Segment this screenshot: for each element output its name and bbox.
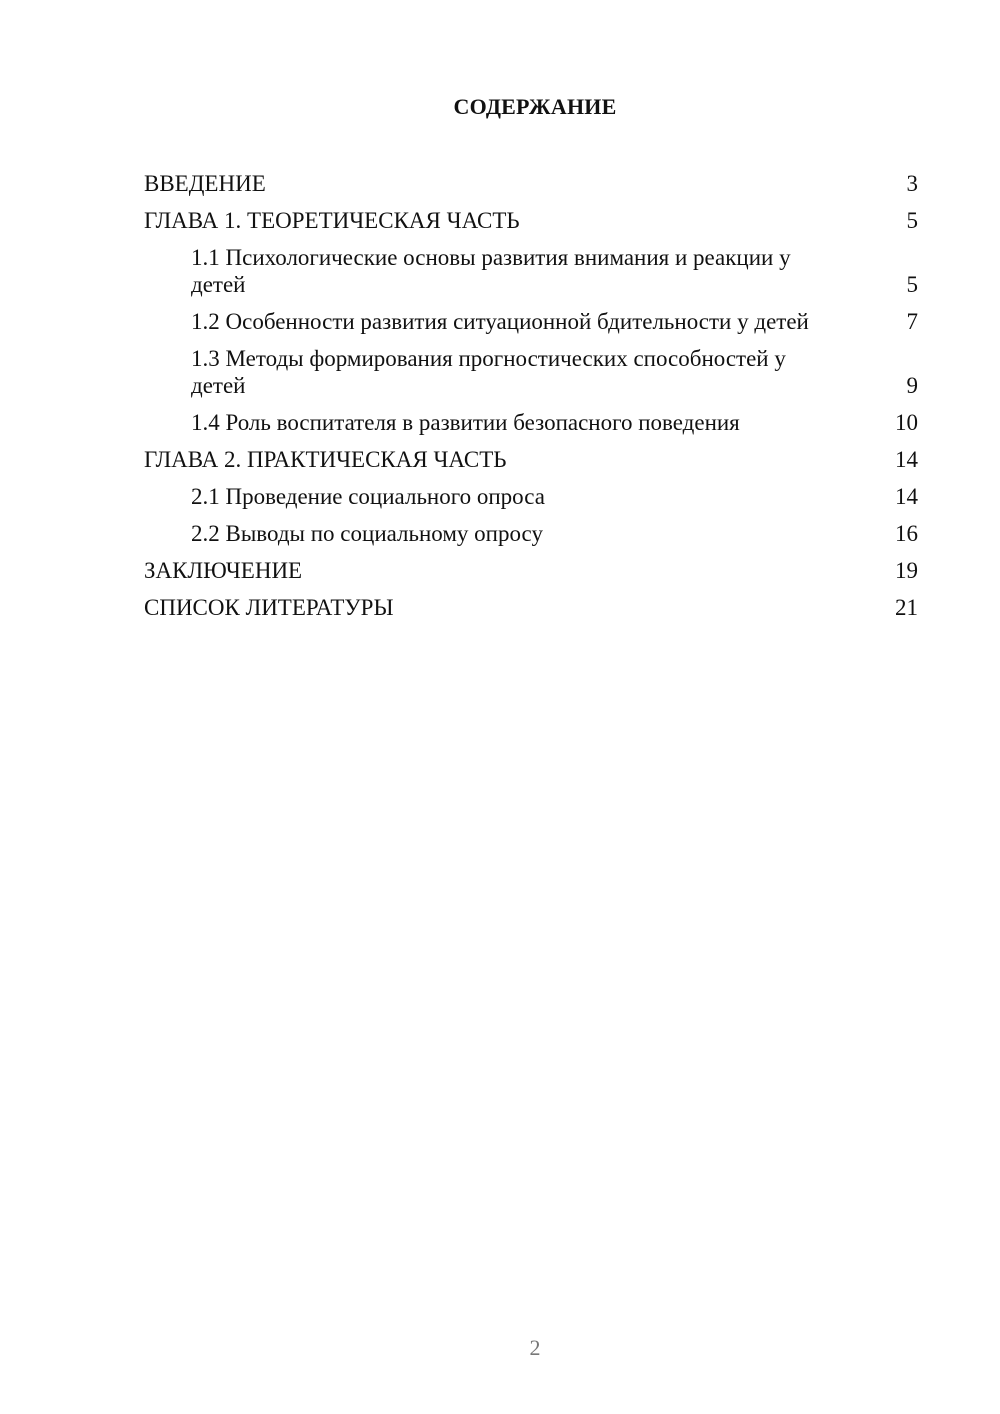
toc-entry-section-1-4[interactable] (144, 409, 918, 436)
toc-entry-conclusion[interactable] (144, 557, 918, 584)
toc-title: СОДЕРЖАНИЕ (453, 94, 617, 119)
toc-entry-section-1-2[interactable] (144, 308, 918, 335)
toc-entry-label: ГЛАВА 1. ТЕОРЕТИЧЕСКАЯ ЧАСТЬ (144, 208, 520, 233)
toc-entry-chapter-2[interactable] (144, 446, 918, 473)
toc-entry-page: 14 (895, 447, 918, 472)
toc-entry-page: 5 (906, 272, 918, 297)
toc-entry-label: ГЛАВА 2. ПРАКТИЧЕСКАЯ ЧАСТЬ (144, 447, 507, 472)
toc-entry-label: 2.2 Выводы по социальному опросу (191, 521, 543, 546)
toc-entry-label: ЗАКЛЮЧЕНИЕ (144, 558, 303, 583)
toc-entry-page: 9 (906, 373, 918, 398)
toc-entry-label: СПИСОК ЛИТЕРАТУРЫ (144, 595, 394, 620)
toc-entry-label: 1.4 Роль воспитателя в развитии безопасного поведения (191, 410, 740, 435)
toc-entry-page: 19 (895, 558, 918, 583)
toc-entry-label: 2.1 Проведение социального опроса (191, 484, 545, 509)
toc-entry-section-2-1[interactable] (144, 483, 918, 510)
toc-entry-section-2-2[interactable] (144, 520, 918, 547)
toc-entry-page: 5 (906, 208, 918, 233)
table-of-contents (144, 170, 918, 631)
toc-entry-references[interactable] (144, 594, 918, 621)
toc-entry-section-1-1[interactable] (144, 244, 918, 298)
page-number: 2 (529, 1335, 541, 1360)
toc-entry-label: ВВЕДЕНИЕ (144, 171, 266, 196)
toc-entry-page: 14 (895, 484, 918, 509)
toc-entry-page: 16 (895, 521, 918, 546)
toc-entry-introduction[interactable] (144, 170, 918, 197)
toc-entry-page: 10 (895, 410, 918, 435)
toc-entry-section-1-3[interactable] (144, 345, 918, 399)
toc-entry-label: 1.3 Методы формирования прогностических способностей у детей (191, 346, 786, 398)
toc-entry-chapter-1[interactable] (144, 207, 918, 234)
toc-entry-page: 7 (906, 309, 918, 334)
toc-entry-label: 1.2 Особенности развития ситуационной бдительности у детей (191, 309, 809, 334)
toc-entry-label: 1.1 Психологические основы развития внимания и реакции у детей (191, 245, 791, 297)
toc-entry-page: 21 (895, 595, 918, 620)
toc-entry-page: 3 (906, 171, 918, 196)
